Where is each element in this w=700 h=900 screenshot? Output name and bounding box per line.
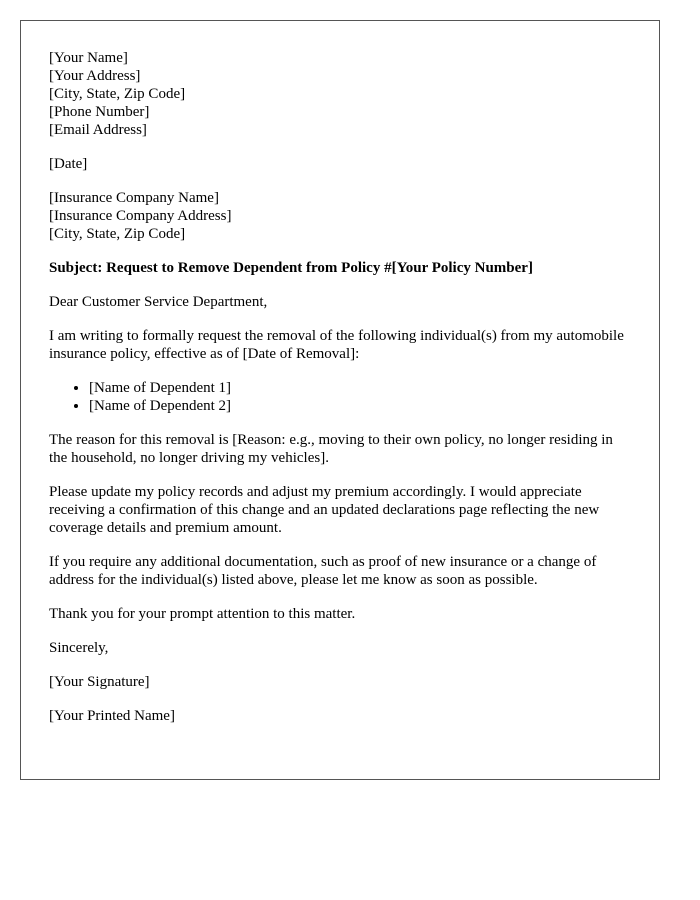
recipient-company-name: [Insurance Company Name] bbox=[49, 190, 219, 206]
sender-address: [Your Address] bbox=[49, 68, 141, 84]
documentation-paragraph: If you require any additional documentation, such as proof of new insurance or a change of address for the individual(s) listed above, please let me know as soon as possible. bbox=[49, 554, 597, 588]
letter-date: [Date] bbox=[49, 156, 88, 172]
sender-email: [Email Address] bbox=[49, 122, 147, 138]
printed-name-placeholder: [Your Printed Name] bbox=[49, 708, 175, 724]
list-item: • [Name of Dependent 2] bbox=[89, 397, 631, 415]
sender-phone: [Phone Number] bbox=[49, 104, 150, 120]
subject-line: Subject: Request to Remove Dependent from Policy #[Your Policy Number] bbox=[49, 260, 533, 276]
reason-paragraph: The reason for this removal is [Reason: e.g., moving to their own policy, no longer residing in the household, no longer driving my vehicles]. bbox=[49, 432, 613, 466]
recipient-block bbox=[49, 189, 631, 243]
recipient-city-state-zip: [City, State, Zip Code] bbox=[49, 226, 186, 242]
sender-block bbox=[49, 49, 631, 139]
recipient-company-address: [Insurance Company Address] bbox=[49, 208, 232, 224]
dependents-list bbox=[49, 379, 631, 415]
sender-name: [Your Name] bbox=[49, 50, 128, 66]
intro-paragraph: I am writing to formally request the removal of the following individual(s) from my automobile insurance policy, effective as of [Date of Removal]: bbox=[49, 328, 624, 362]
sender-city-state-zip: [City, State, Zip Code] bbox=[49, 86, 186, 102]
update-request-paragraph: Please update my policy records and adjust my premium accordingly. I would appreciate receiving a confirmation of this change and an updated declarations page reflecting the new coverage details and premium amount. bbox=[49, 484, 600, 536]
letter-page bbox=[20, 20, 660, 780]
salutation: Dear Customer Service Department, bbox=[49, 294, 268, 310]
signature-placeholder: [Your Signature] bbox=[49, 674, 150, 690]
closing: Sincerely, bbox=[49, 640, 109, 656]
list-item: • [Name of Dependent 1] bbox=[89, 379, 631, 397]
thanks-paragraph: Thank you for your prompt attention to this matter. bbox=[49, 606, 356, 622]
